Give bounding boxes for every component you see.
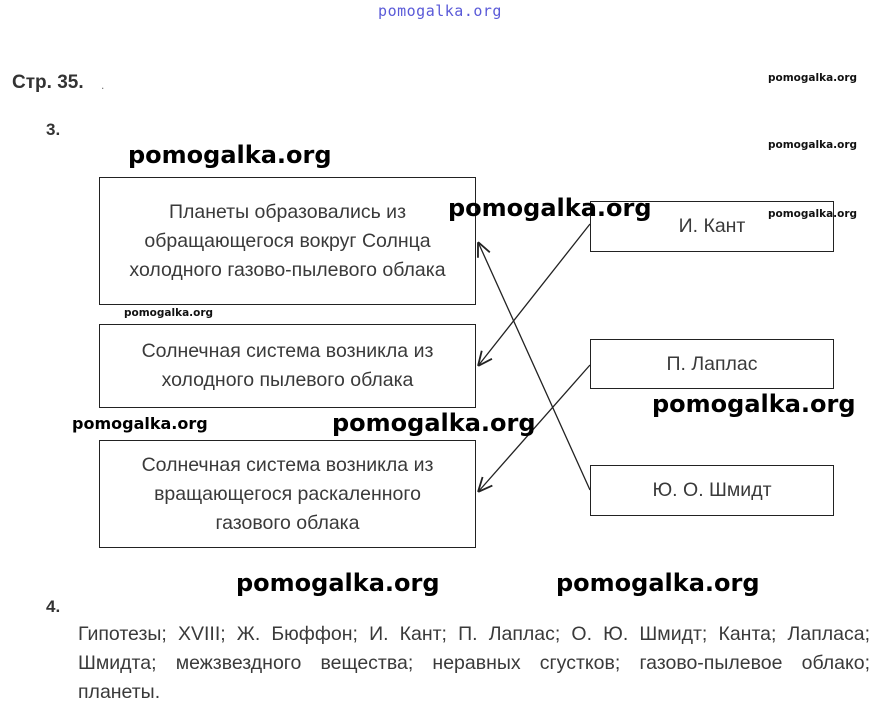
page-heading: Стр. 35. <box>12 72 84 93</box>
task-3-number: 3. <box>46 120 61 139</box>
watermark-small-3: pomogalka.org <box>768 208 858 220</box>
arrow-kant <box>478 224 590 366</box>
watermark-big-5: pomogalka.org <box>236 569 440 597</box>
arrow-schmidt <box>478 242 590 490</box>
watermark-small-4: pomogalka.org <box>124 307 214 319</box>
watermark-small-1: pomogalka.org <box>768 72 858 84</box>
watermark-big-6: pomogalka.org <box>556 569 760 597</box>
page-heading-mark: . <box>101 78 105 92</box>
task-4-answer: Гипотезы; XVIII; Ж. Бюффон; И. Кант; П. Лаплас; О. Ю. Шмидт; Канта; Лапласа; Шмидта; межзвездного вещества; неравных сгустков; газово-пылевое облако; планеты. <box>78 623 870 703</box>
author-label-kant: И. Кант <box>678 215 746 237</box>
watermark-big-1: pomogalka.org <box>128 141 332 169</box>
author-label-laplace: П. Лаплас <box>666 352 758 375</box>
task-4-number: 4. <box>46 597 61 616</box>
watermark-big-4: pomogalka.org <box>332 409 536 437</box>
author-label-schmidt: Ю. О. Шмидт <box>652 479 772 501</box>
hypothesis-text-3: Солнечная система возникла из вращающегося раскаленного газового облака <box>141 453 434 534</box>
watermark-small-2: pomogalka.org <box>768 139 858 151</box>
watermark-mid-1: pomogalka.org <box>72 414 208 433</box>
watermark-top: pomogalka.org <box>378 2 502 20</box>
watermark-big-2: pomogalka.org <box>448 194 652 222</box>
hypothesis-text-2: Солнечная система возникла из холодного пылевого облака <box>141 340 434 391</box>
hypothesis-text-1: Планеты образовались из обращающегося вокруг Солнца холодного газово-пылевого облака <box>129 200 446 281</box>
watermark-big-3: pomogalka.org <box>652 390 856 418</box>
